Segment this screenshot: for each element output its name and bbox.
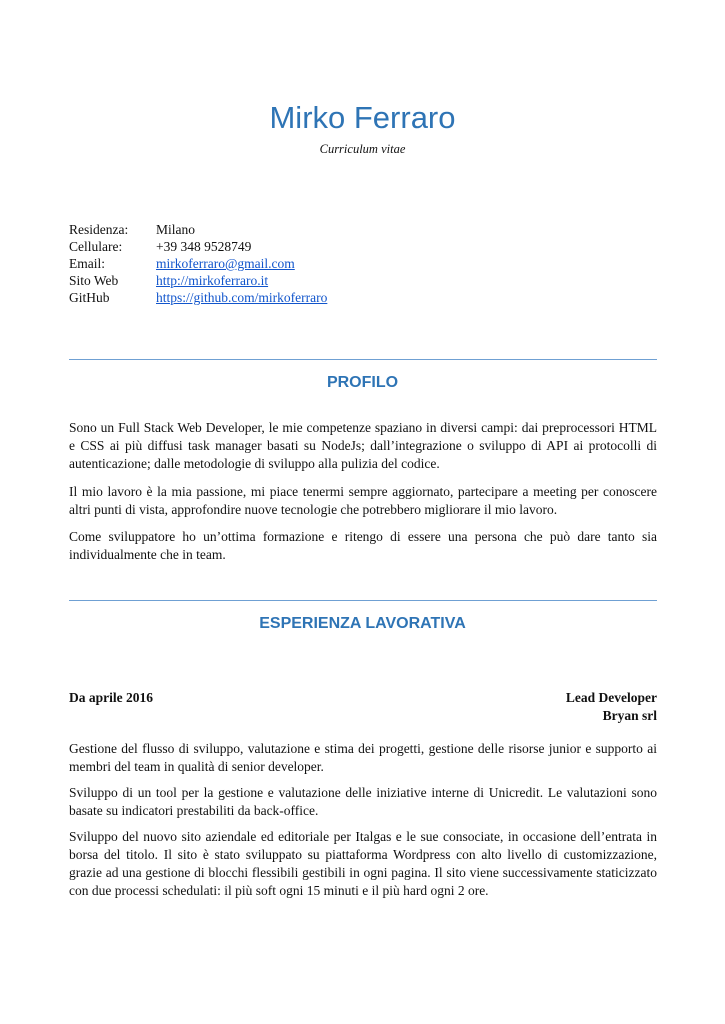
job-heading — [566, 689, 657, 725]
job-role: Lead Developer — [565, 690, 657, 705]
phone-value: +39 348 9528749 — [156, 239, 252, 254]
contact-row-email — [69, 255, 327, 272]
experience-section-title: ESPERIENZA LAVORATIVA — [259, 615, 466, 632]
contact-row-residence — [69, 221, 327, 238]
contact-row-github — [69, 289, 327, 306]
section-divider — [69, 600, 657, 601]
residence-value: Milano — [156, 222, 195, 237]
contact-label: GitHub — [69, 290, 110, 305]
contact-row-phone — [69, 238, 327, 255]
contact-label: Cellulare: — [69, 239, 123, 254]
profile-paragraph: Sono un Full Stack Web Developer, le mie competenze spaziano in diversi campi: dai preprocessori HTML e CSS ai più diffusi task manager basati su NodeJs; dall’integrazione o sviluppo di API ai protocolli di autenticazione; dalle metodologie di sviluppo alla pulizia del codice. — [69, 420, 657, 471]
candidate-name: Mirko Ferraro — [269, 100, 456, 135]
contact-block — [69, 221, 327, 306]
profile-paragraph: Il mio lavoro è la mia passione, mi piace tenermi sempre aggiornato, partecipare a meeting per conoscere altri punti di vista, approfondire nuove tecnologie che potrebbero migliorare il mio lavoro. — [69, 484, 657, 517]
contact-label: Residenza: — [69, 222, 129, 237]
profile-paragraph: Come sviluppatore ho un’ottima formazione e ritengo di essere una persona che può dare tanto sia individualmente che in team. — [69, 529, 657, 562]
contact-label: Email: — [69, 256, 105, 271]
job-date: Da aprile 2016 — [69, 690, 153, 705]
job-description-paragraph: Sviluppo del nuovo sito aziendale ed editoriale per Italgas e le sue consociate, in occasione dell’entrata in borsa del titolo. Il sito è stato sviluppato su piattaforma Wordpress con alto livello di customizzazione, grazie ad una gestione di blocchi flessibili gestibili in ogni pagina. Il sito viene successivamente staticizzato con due processi schedulati: il più soft ogni 15 minuti e il più hard ogni 2 ore. — [69, 829, 657, 898]
document-subtitle: Curriculum vitae — [319, 142, 406, 156]
github-link[interactable]: https://github.com/mirkoferraro — [156, 290, 328, 305]
job-description-paragraph: Sviluppo di un tool per la gestione e valutazione delle iniziative interne di Unicredit. Le valutazioni sono basate su indicatori prestabiliti da back-office. — [69, 785, 657, 818]
contact-label: Sito Web — [69, 273, 119, 288]
section-divider — [69, 359, 657, 360]
email-link[interactable]: mirkoferraro@gmail.com — [156, 256, 295, 271]
website-link[interactable]: http://mirkoferraro.it — [156, 273, 269, 288]
contact-row-website — [69, 272, 327, 289]
profile-section-title: PROFILO — [326, 374, 399, 391]
job-description-paragraph: Gestione del flusso di sviluppo, valutazione e stima dei progetti, gestione delle risorse junior e supporto ai membri del team in qualità di senior developer. — [69, 741, 657, 774]
job-company: Bryan srl — [602, 708, 657, 723]
